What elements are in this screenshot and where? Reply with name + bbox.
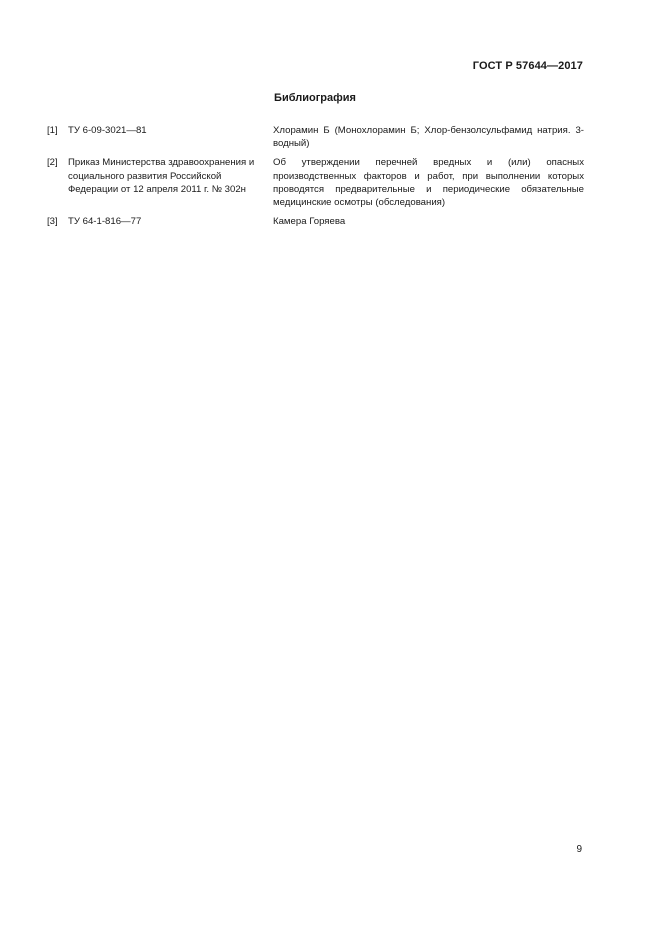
bibliography-entry: [47, 124, 584, 150]
entry-number: [3]: [47, 216, 58, 228]
bibliography-list: [47, 124, 584, 234]
bibliography-entry: [47, 215, 584, 228]
entry-source: ТУ 6-09-3021—81: [68, 125, 147, 136]
entry-description: Хлорамин Б (Монохлорамин Б; Хлор-бензолсульфамид натрия. 3-водный): [273, 125, 584, 150]
standard-designation: ГОСТ Р 57644—2017: [472, 60, 583, 72]
entry-description: Камера Горяева: [273, 216, 346, 228]
section-title: Библиография: [274, 92, 356, 104]
entry-number: [2]: [47, 157, 58, 169]
entry-description: Об утверждении перечней вредных и (или) опасных производственных факторов и работ, при выполнении которых проводятся предварительные и периодические обязательные медицинские осмотры (обследования): [273, 157, 584, 209]
entry-source: Приказ Министерства здравоохранения и социального развития Российской Федерации от 12 апреля 2011 г. № 302н: [68, 157, 255, 195]
entry-source: ТУ 64-1-816—77: [68, 216, 142, 228]
page-number: 9: [576, 844, 582, 855]
entry-number: [1]: [47, 125, 58, 136]
bibliography-entry: [47, 156, 584, 209]
